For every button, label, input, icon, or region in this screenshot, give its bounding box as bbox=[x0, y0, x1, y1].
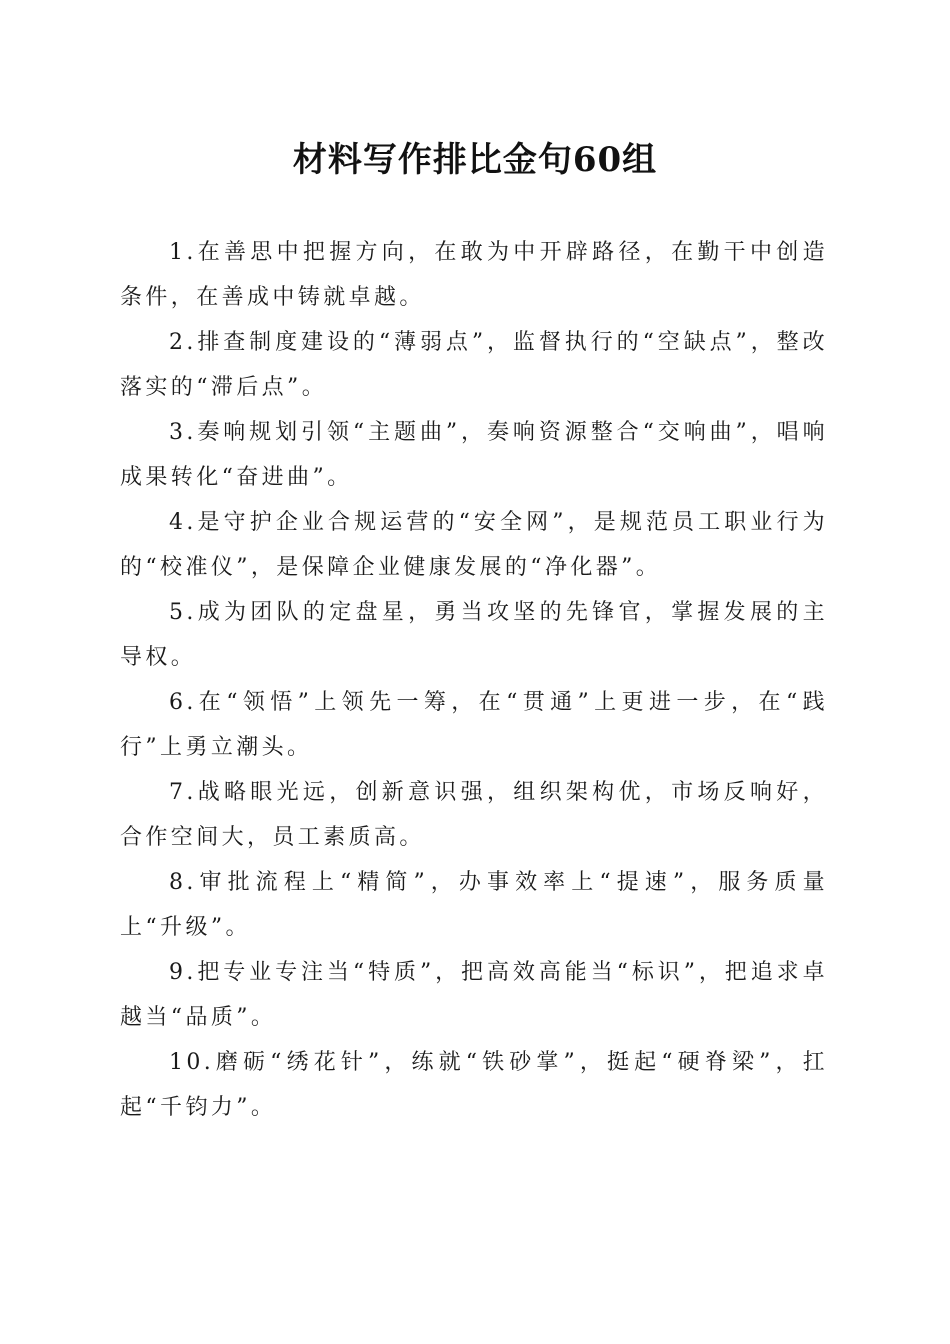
list-item: 7.战略眼光远，创新意识强，组织架构优，市场反响好，合作空间大，员工素质高。 bbox=[120, 780, 828, 850]
list-item: 8.审批流程上“精简”，办事效率上“提速”，服务质量上“升级”。 bbox=[120, 870, 828, 940]
sentence-list bbox=[120, 230, 828, 1130]
list-item: 4.是守护企业合规运营的“安全网”，是规范员工职业行为的“校准仪”，是保障企业健康发展的“净化器”。 bbox=[120, 510, 828, 580]
list-item: 9.把专业专注当“特质”，把高效高能当“标识”，把追求卓越当“品质”。 bbox=[120, 960, 828, 1030]
list-item: 6.在“领悟”上领先一筹，在“贯通”上更进一步，在“践行”上勇立潮头。 bbox=[120, 690, 828, 760]
list-item: 2.排查制度建设的“薄弱点”，监督执行的“空缺点”，整改落实的“滞后点”。 bbox=[120, 330, 828, 400]
list-item: 10.磨砺“绣花针”，练就“铁砂掌”，挺起“硬脊梁”，扛起“千钧力”。 bbox=[120, 1050, 828, 1120]
document-title: 材料写作排比金句60组 bbox=[292, 140, 658, 180]
list-item: 1.在善思中把握方向，在敢为中开辟路径，在勤干中创造条件，在善成中铸就卓越。 bbox=[120, 240, 828, 310]
list-item: 3.奏响规划引领“主题曲”，奏响资源整合“交响曲”，唱响成果转化“奋进曲”。 bbox=[120, 420, 828, 490]
list-item: 5.成为团队的定盘星，勇当攻坚的先锋官，掌握发展的主导权。 bbox=[120, 600, 828, 670]
